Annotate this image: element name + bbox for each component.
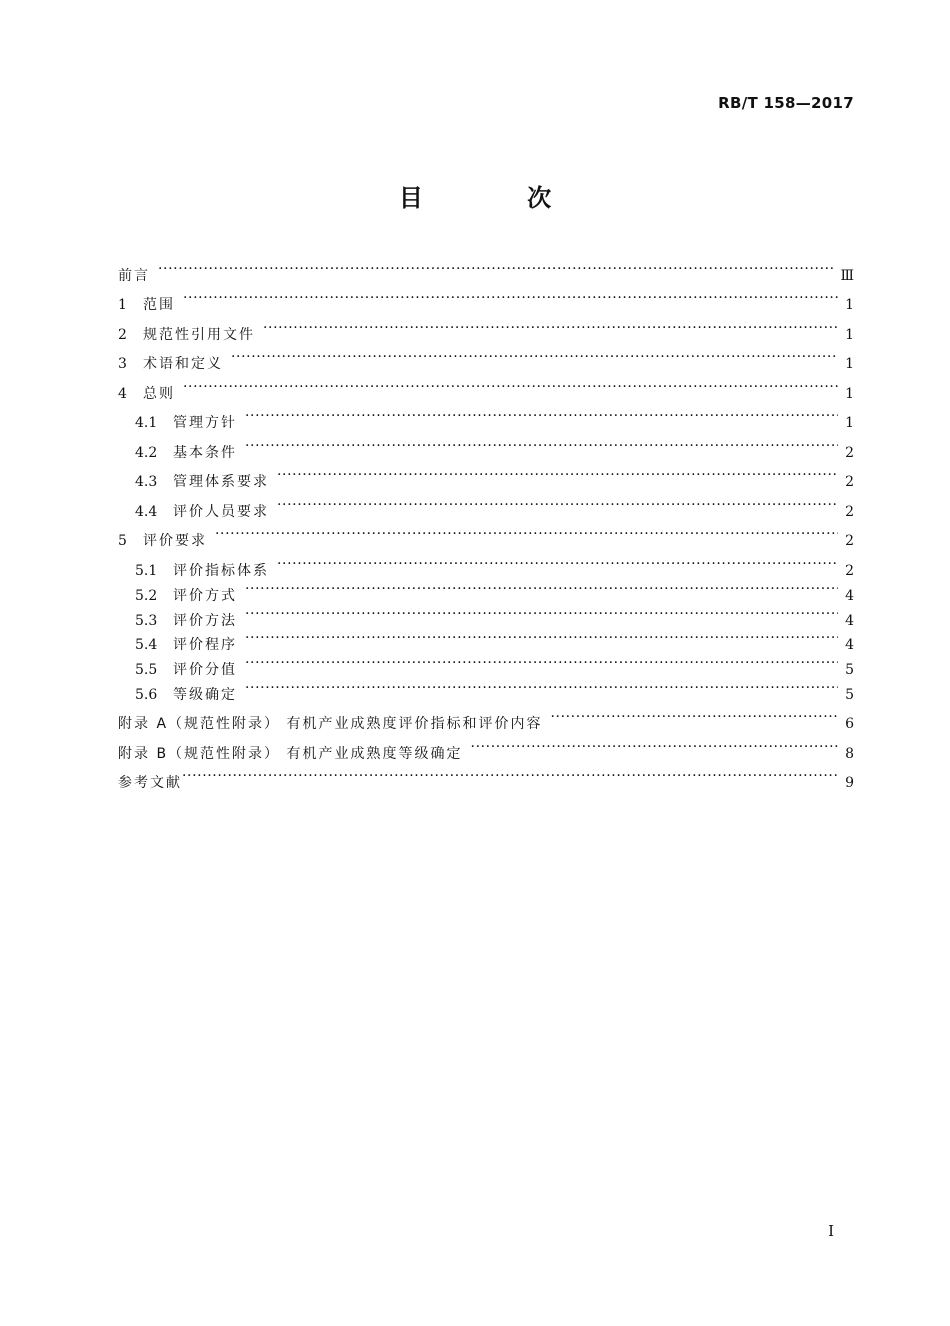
document-code: RB/T 158—2017	[718, 94, 854, 112]
toc-entry-scope[interactable]	[118, 287, 854, 313]
toc-entry-bibliography[interactable]	[118, 765, 854, 791]
toc-entry-number: 5.4	[135, 637, 158, 653]
toc-leader-dots	[245, 677, 838, 699]
toc-entry-terms-definitions[interactable]	[118, 346, 854, 372]
toc-entry-number: 5.6	[135, 687, 158, 703]
toc-entry-4-2[interactable]	[135, 435, 854, 461]
toc-entry-page: 1	[845, 386, 854, 402]
toc-entry-label: 规范性引用文件	[143, 327, 255, 343]
toc-entry-4-4[interactable]	[135, 494, 854, 520]
toc-entry-page: 1	[845, 356, 854, 372]
toc-entry-page: 2	[845, 563, 854, 579]
toc-leader-dots	[277, 494, 838, 516]
toc-entry-4-3[interactable]	[135, 464, 854, 490]
toc-entry-label: 基本条件	[173, 445, 237, 461]
toc-entry-label: 前言	[118, 268, 150, 284]
toc-entry-page: 1	[845, 297, 854, 313]
toc-entry-page: 5	[845, 662, 854, 678]
toc-entry-annex-b[interactable]	[118, 736, 854, 762]
toc-entry-number: 4	[118, 386, 127, 402]
toc-leader-dots	[471, 736, 838, 758]
toc-leader-dots	[182, 765, 838, 787]
toc-entry-label: 评价指标体系	[173, 563, 269, 579]
toc-entry-number: 4.3	[135, 474, 158, 490]
toc-entry-page: 2	[845, 445, 854, 461]
toc-entry-number: 4.4	[135, 504, 158, 520]
toc-entry-page: 5	[845, 687, 854, 703]
toc-entry-label: 管理体系要求	[173, 474, 269, 490]
toc-entry-label: 等级确定	[173, 687, 237, 703]
toc-entry-label: 评价方式	[173, 588, 237, 604]
toc-leader-dots	[245, 435, 838, 457]
toc-entry-label: 附录 A（规范性附录） 有机产业成熟度评价指标和评价内容	[118, 716, 543, 732]
toc-entry-page: 8	[845, 746, 854, 762]
toc-entry-label: 评价程序	[173, 637, 237, 653]
toc-entry-foreword[interactable]	[118, 258, 854, 284]
toc-entry-number: 2	[118, 327, 127, 343]
toc-entry-page: 4	[845, 588, 854, 604]
toc-entry-page: 2	[845, 474, 854, 490]
toc-entry-number: 4.1	[135, 415, 158, 431]
toc-entry-label: 附录 B（规范性附录） 有机产业成熟度等级确定	[118, 746, 463, 762]
toc-leader-dots	[277, 553, 838, 575]
toc-entry-label: 评价人员要求	[173, 504, 269, 520]
toc-entry-number: 5	[118, 533, 127, 549]
page-number: I	[828, 1222, 834, 1240]
toc-leader-dots	[245, 578, 838, 600]
toc-entry-page: Ⅲ	[840, 268, 854, 284]
toc-leader-dots	[245, 603, 838, 625]
toc-entry-page: 1	[845, 415, 854, 431]
toc-entry-label: 范围	[143, 297, 175, 313]
toc-entry-page: 4	[845, 613, 854, 629]
toc-entry-label: 术语和定义	[143, 356, 223, 372]
toc-entry-number: 1	[118, 297, 127, 313]
toc-leader-dots	[183, 376, 838, 398]
toc-entry-label: 管理方针	[173, 415, 237, 431]
toc-leader-dots	[215, 523, 838, 545]
toc-entry-normative-references[interactable]	[118, 317, 854, 343]
toc-entry-page: 1	[845, 327, 854, 343]
toc-leader-dots	[231, 346, 838, 368]
toc-entry-5-4[interactable]	[135, 627, 854, 653]
toc-entry-label: 总则	[143, 386, 175, 402]
toc-entry-number: 5.5	[135, 662, 158, 678]
toc-leader-dots	[183, 287, 838, 309]
toc-title: 目 次	[398, 184, 600, 212]
toc-entry-page: 6	[845, 716, 854, 732]
toc-entry-5-5[interactable]	[135, 652, 854, 678]
toc-entry-5-2[interactable]	[135, 578, 854, 604]
toc-leader-dots	[550, 706, 838, 728]
toc-entry-4-1[interactable]	[135, 405, 854, 431]
toc-entry-label: 评价方法	[173, 613, 237, 629]
toc-entry-annex-a[interactable]	[118, 706, 854, 732]
toc-entry-label: 评价要求	[143, 533, 207, 549]
toc-entry-page: 2	[845, 504, 854, 520]
toc-entry-page: 4	[845, 637, 854, 653]
toc-entry-5-6[interactable]	[135, 677, 854, 703]
toc-entry-label: 评价分值	[173, 662, 237, 678]
toc-entry-5-1[interactable]	[135, 553, 854, 579]
toc-entry-page: 9	[845, 775, 854, 791]
toc-entry-5-3[interactable]	[135, 603, 854, 629]
toc-leader-dots	[245, 627, 838, 649]
toc-entry-general[interactable]	[118, 376, 854, 402]
toc-leader-dots	[245, 652, 838, 674]
toc-entry-number: 3	[118, 356, 127, 372]
toc-leader-dots	[245, 405, 838, 427]
toc-entry-page: 2	[845, 533, 854, 549]
toc-entry-number: 5.1	[135, 563, 158, 579]
toc-entry-number: 5.2	[135, 588, 158, 604]
toc-leader-dots	[263, 317, 838, 339]
toc-leader-dots	[158, 258, 834, 280]
toc-entry-number: 4.2	[135, 445, 158, 461]
toc-entry-evaluation-requirements[interactable]	[118, 523, 854, 549]
toc-entry-number: 5.3	[135, 613, 158, 629]
toc-entry-label: 参考文献	[118, 775, 182, 791]
toc-leader-dots	[277, 464, 838, 486]
